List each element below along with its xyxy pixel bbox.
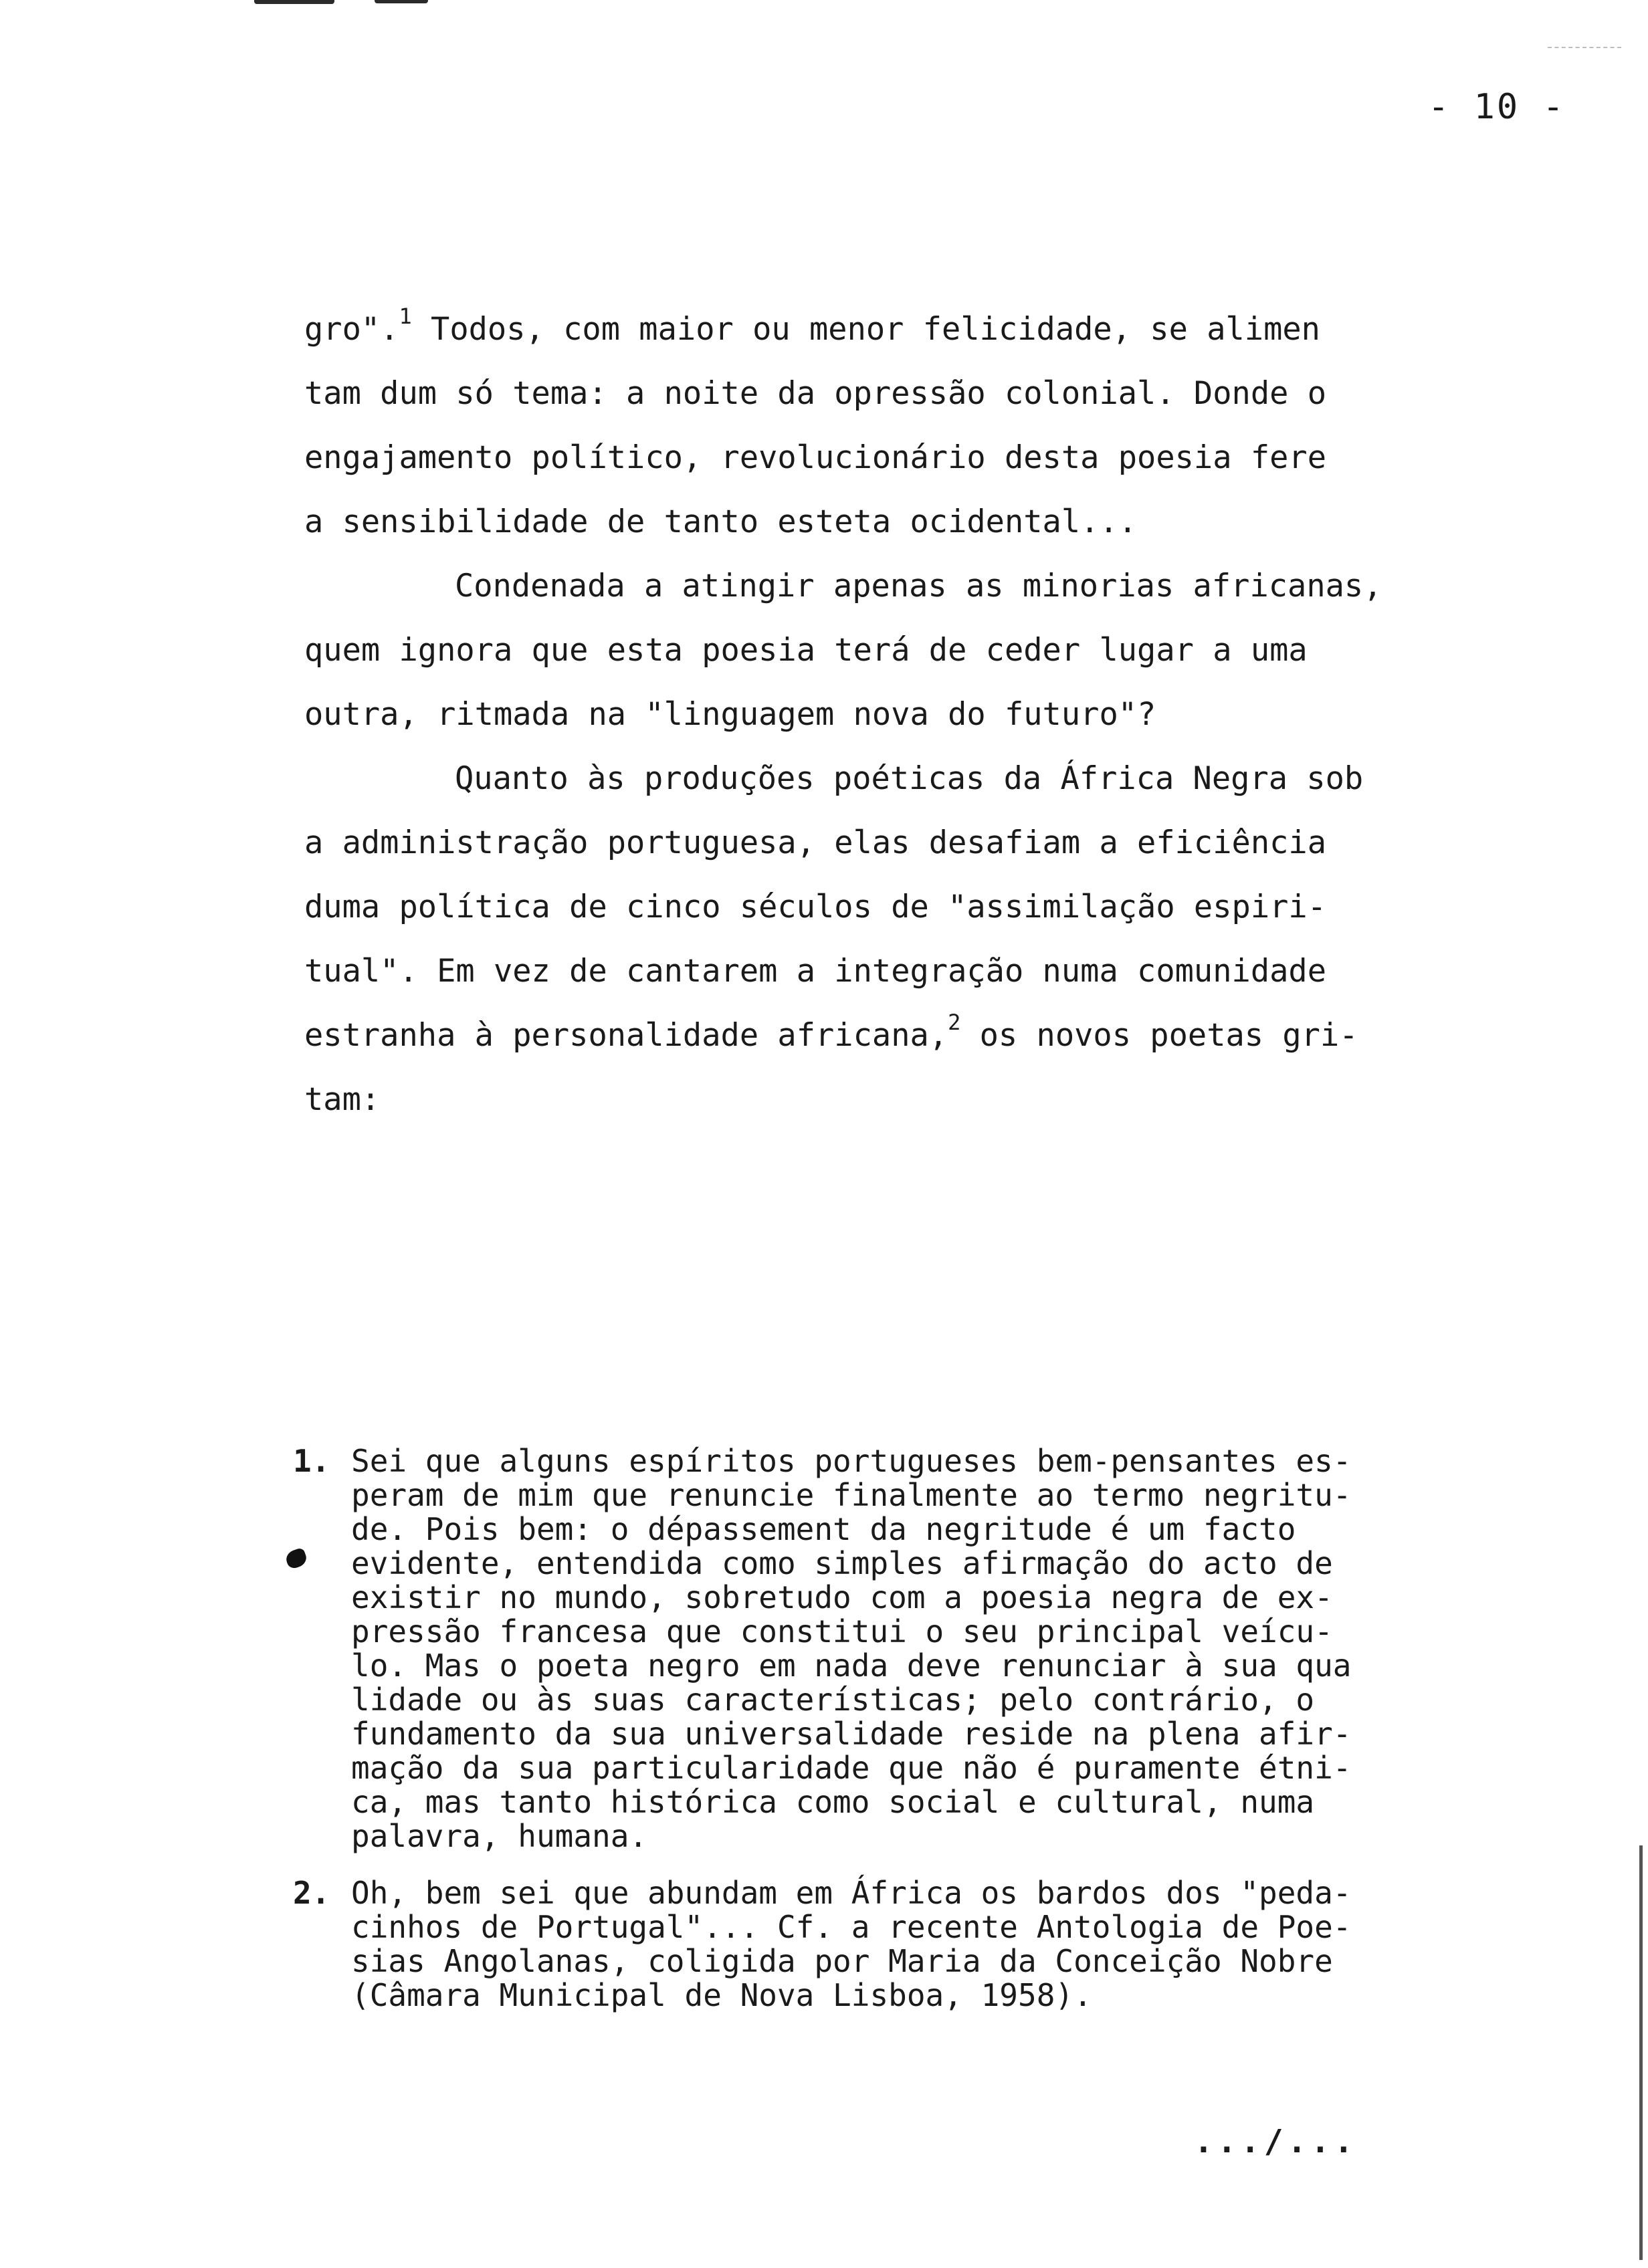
text-line: sias Angolanas, coligida por Maria da Conceição Nobre (351, 1943, 1333, 1979)
footnotes (293, 1444, 1470, 2035)
text-line: evidente, entendida como simples afirmação do acto de (351, 1545, 1333, 1581)
text-line: existir no mundo, sobretudo com a poesia negra de ex- (351, 1579, 1333, 1615)
footnote-text (351, 1444, 1470, 1853)
footnote-ref-2[interactable]: 2 (948, 1010, 961, 1035)
text-line: outra, ritmada na "linguagem nova do futuro"? (304, 696, 1156, 733)
body-text (304, 298, 1455, 1132)
text-line: palavra, humana. (351, 1818, 648, 1854)
text-line: mação da sua particularidade que não é puramente étni- (351, 1750, 1352, 1786)
text-line: tual". Em vez de cantarem a integração numa comunidade (304, 953, 1327, 990)
text-line: fundamento da sua universalidade reside na plena afir- (351, 1716, 1352, 1752)
corner-mark (1548, 47, 1621, 49)
paragraph-3 (304, 747, 1455, 1132)
text-line: de. Pois bem: o dépassement da negritude é um facto (351, 1511, 1296, 1547)
footnote-1 (293, 1444, 1470, 1853)
footnote-number: 2. (293, 1875, 330, 1911)
paragraph-1 (304, 298, 1455, 554)
text-line: tam dum só tema: a noite da opressão colonial. Donde o (304, 375, 1327, 412)
text-line: quem ignora que esta poesia terá de ceder lugar a uma (304, 632, 1308, 669)
text-line: Sei que alguns espíritos portugueses bem-pensantes es- (351, 1443, 1352, 1479)
text-line: a administração portuguesa, elas desafiam a eficiência (304, 824, 1327, 861)
text-line: gro".$^1$ Todos, com maior ou menor felicidade, se alimen (304, 304, 1320, 348)
top-smudge (254, 0, 334, 4)
text-line: lo. Mas o poeta negro em nada deve renunciar à sua qua (351, 1648, 1352, 1684)
text-line: Condenada a atingir apenas as minorias africanas, (455, 568, 1382, 604)
page-edge-line (1639, 1845, 1643, 2260)
footnote-2 (293, 1876, 1470, 2013)
footnote-number: 1. (293, 1443, 330, 1479)
text-line: tam: (304, 1081, 381, 1118)
text-line: duma política de cinco séculos de "assimilação espiri- (304, 889, 1327, 925)
text-line: (Câmara Municipal de Nova Lisboa, 1958). (351, 1977, 1092, 2013)
continuation-mark: .../... (1194, 2123, 1358, 2160)
page-number: - 10 - (1428, 87, 1566, 127)
text-line: lidade ou às suas características; pelo contrário, o (351, 1682, 1315, 1718)
footnote-ref-1[interactable]: 1 (399, 304, 412, 329)
text-line: ca, mas tanto histórica como social e cultural, numa (351, 1784, 1315, 1820)
paragraph-2 (304, 554, 1455, 747)
text-line: estranha à personalidade africana,$^2$ os novos poetas gri- (304, 1010, 1358, 1054)
text-line: Oh, bem sei que abundam em África os bardos dos "peda- (351, 1875, 1352, 1911)
footnote-text (351, 1876, 1470, 2013)
text-line: Quanto às produções poéticas da África Negra sob (455, 760, 1364, 797)
text-line: pressão francesa que constitui o seu principal veícu- (351, 1613, 1333, 1650)
top-smudge (375, 0, 428, 3)
text-line: peram de mim que renuncie finalmente ao termo negritu- (351, 1477, 1352, 1513)
text-line: a sensibilidade de tanto esteta ocidental... (304, 503, 1138, 540)
text-line: cinhos de Portugal"... Cf. a recente Antologia de Poe- (351, 1909, 1352, 1945)
text-line: engajamento político, revolucionário desta poesia fere (304, 439, 1327, 476)
